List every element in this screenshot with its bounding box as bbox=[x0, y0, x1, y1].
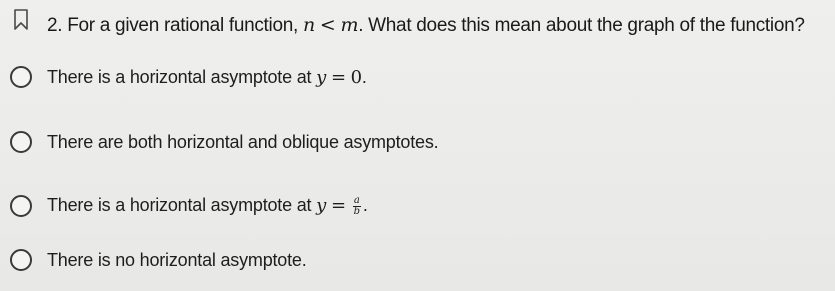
option-horizontal-asymptote-a-over-b[interactable] bbox=[0, 186, 835, 226]
option-label bbox=[47, 67, 367, 88]
math-var-y: y bbox=[316, 195, 327, 217]
math-less-than: < bbox=[319, 14, 336, 36]
math-equals: = bbox=[330, 195, 346, 217]
math-equals: = bbox=[330, 66, 346, 88]
math-var-m: m bbox=[340, 14, 359, 36]
option-text: There is a horizontal asymptote at bbox=[47, 195, 317, 216]
radio-button[interactable] bbox=[10, 66, 32, 88]
option-horizontal-and-oblique[interactable] bbox=[0, 122, 835, 162]
option-label bbox=[47, 195, 368, 217]
option-label: There is no horizontal asymptote. bbox=[47, 249, 307, 270]
fraction-denominator: b bbox=[353, 205, 360, 217]
math-fraction bbox=[353, 196, 361, 217]
math-var-y: y bbox=[316, 66, 327, 88]
bookmark-icon[interactable] bbox=[13, 9, 29, 31]
option-no-horizontal-asymptote[interactable] bbox=[0, 240, 835, 280]
radio-button[interactable] bbox=[10, 195, 32, 217]
math-var-n: n bbox=[302, 14, 315, 36]
math-value-zero: 0 bbox=[350, 66, 362, 88]
option-label: There are both horizontal and oblique asymptotes. bbox=[47, 131, 439, 152]
option-period: . bbox=[362, 195, 368, 216]
question-text bbox=[47, 14, 805, 37]
fraction-numerator: a bbox=[353, 194, 360, 206]
question-prefix: 2. For a given rational function, bbox=[47, 15, 303, 36]
option-period: . bbox=[361, 66, 367, 87]
radio-button[interactable] bbox=[10, 131, 32, 153]
option-text: There is a horizontal asymptote at bbox=[47, 66, 317, 87]
option-horizontal-asymptote-zero[interactable] bbox=[0, 57, 835, 97]
radio-button[interactable] bbox=[10, 249, 32, 271]
question-suffix: . What does this mean about the graph of the function? bbox=[358, 15, 805, 36]
